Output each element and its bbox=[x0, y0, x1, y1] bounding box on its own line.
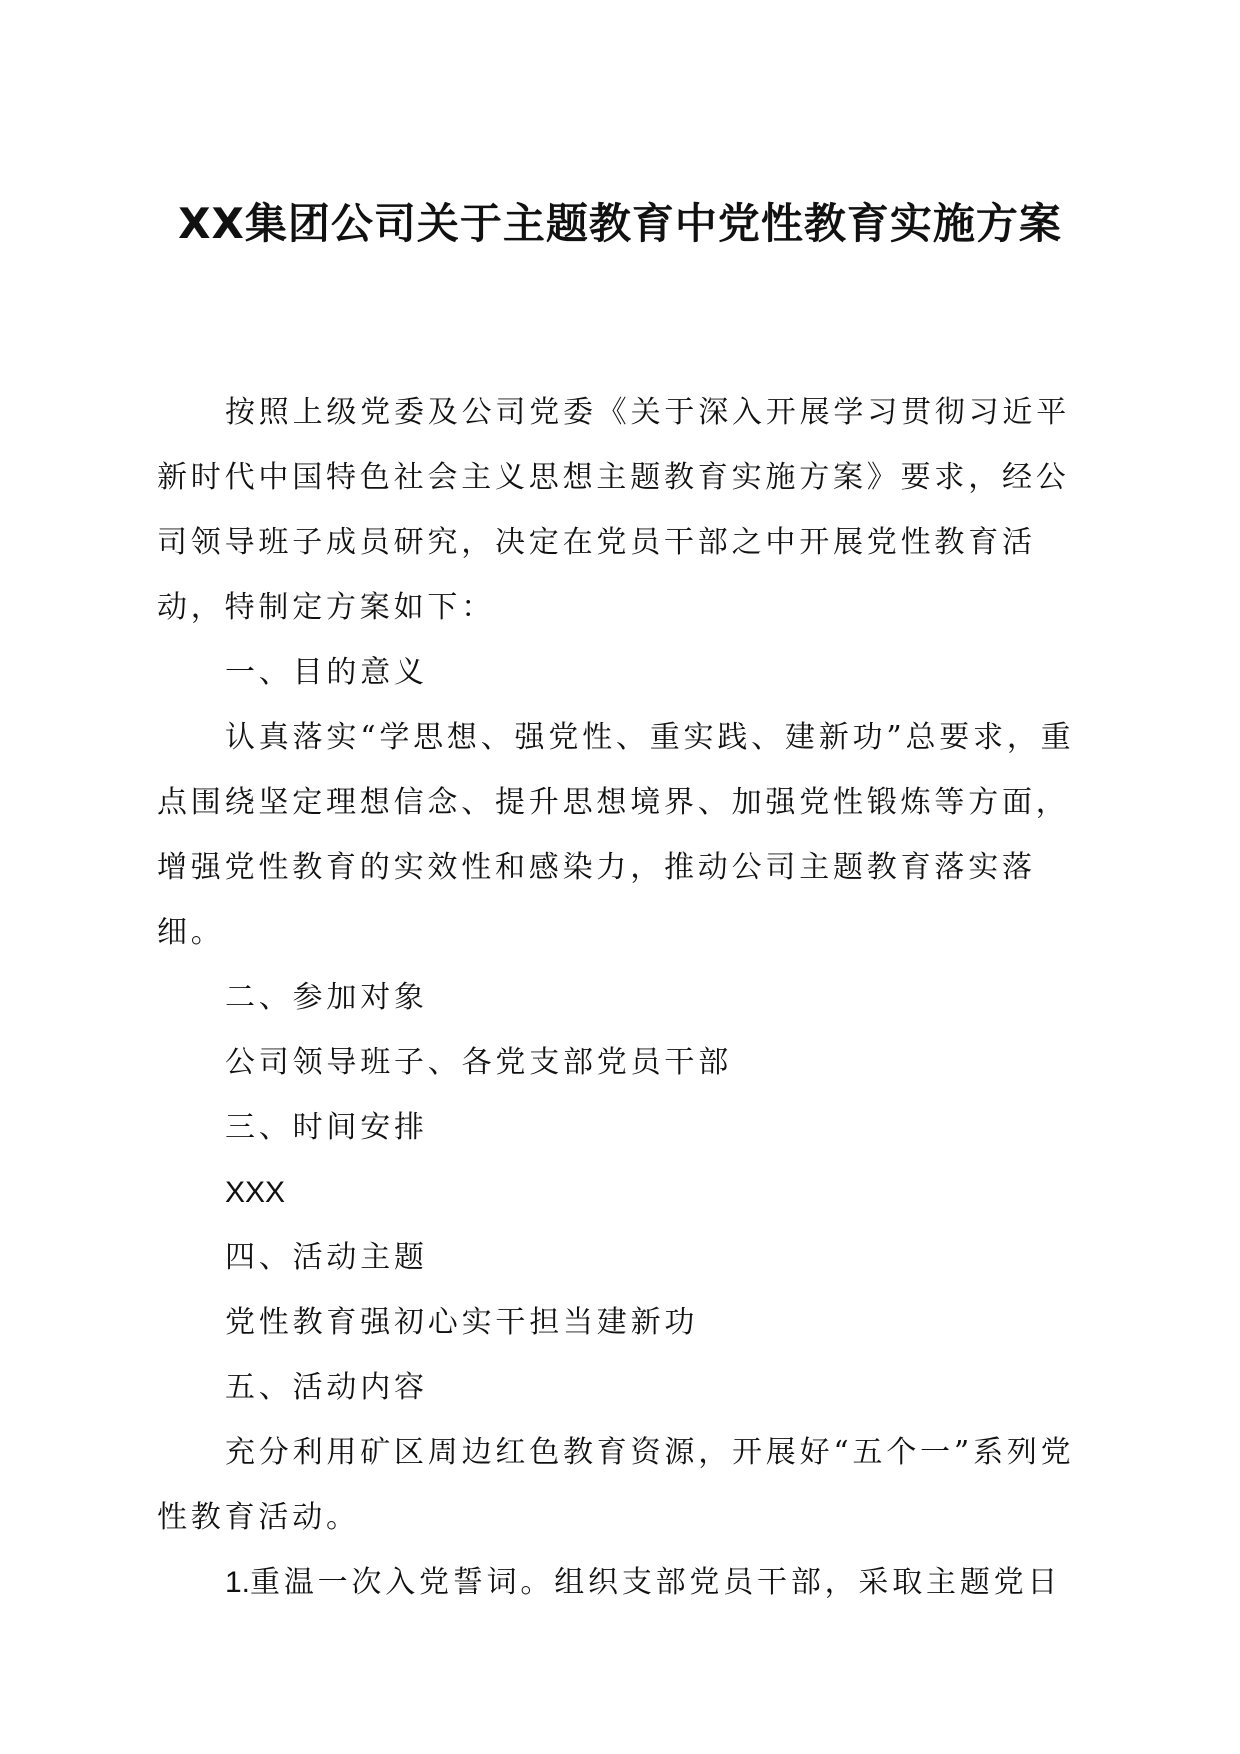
section-heading-purpose: 一、目的意义 bbox=[225, 655, 428, 690]
section-heading-content: 五、活动内容 bbox=[225, 1370, 428, 1405]
document-body bbox=[157, 380, 1085, 1615]
intro-paragraph: 按照上级党委及公司党委《关于深入开展学习贯彻习近平新时代中国特色社会主义思想主题教育实施方案》要求，经公司领导班子成员研究，决定在党员干部之中开展党性教育活动，特制定方案如下： bbox=[157, 395, 1070, 625]
schedule-paragraph: XXX bbox=[225, 1176, 286, 1209]
item-number: 1. bbox=[225, 1566, 251, 1599]
section-heading-schedule: 三、时间安排 bbox=[225, 1110, 428, 1145]
section-heading-participants: 二、参加对象 bbox=[225, 980, 428, 1015]
purpose-paragraph: 认真落实“学思想、强党性、重实践、建新功”总要求，重点围绕坚定理想信念、提升思想境界、加强党性锻炼等方面，增强党性教育的实效性和感染力，推动公司主题教育落实落细。 bbox=[157, 720, 1075, 950]
content-item-1-text: 重温一次入党誓词。组织支部党员干部，采取主题党日 bbox=[250, 1565, 1062, 1600]
participants-paragraph: 公司领导班子、各党支部党员干部 bbox=[225, 1045, 732, 1080]
section-heading-theme: 四、活动主题 bbox=[225, 1240, 428, 1275]
content-paragraph: 充分利用矿区周边红色教育资源，开展好“五个一”系列党性教育活动。 bbox=[157, 1435, 1075, 1535]
content-item-1 bbox=[157, 1550, 1085, 1615]
document-title: XX集团公司关于主题教育中党性教育实施方案 bbox=[178, 199, 1062, 248]
theme-paragraph: 党性教育强初心实干担当建新功 bbox=[225, 1305, 699, 1340]
